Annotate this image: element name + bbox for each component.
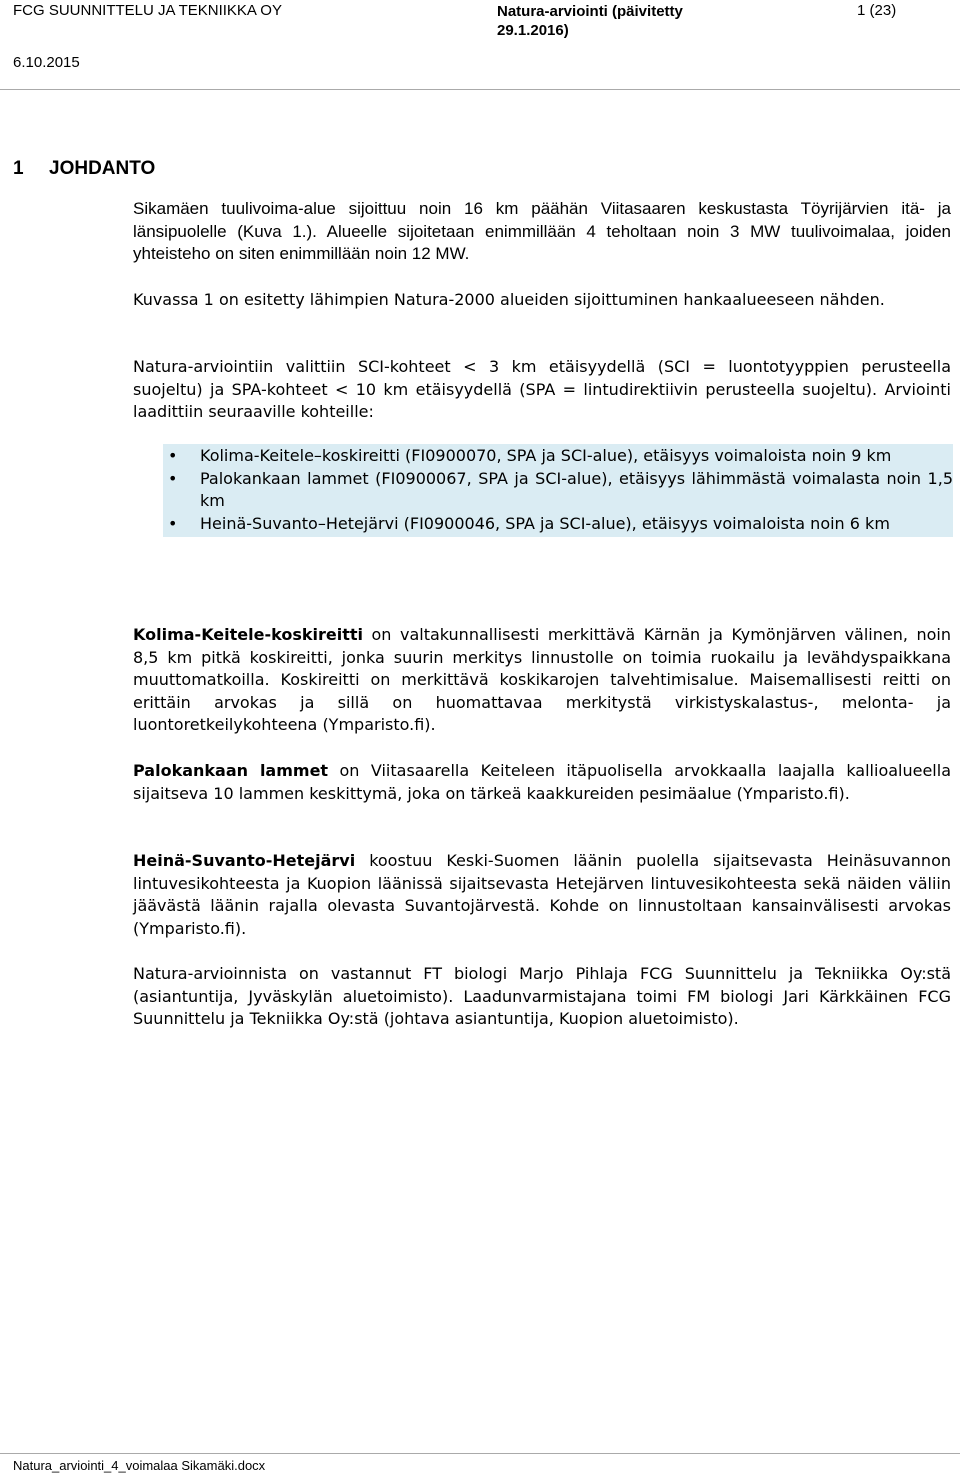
kolima-description: on valtakunnallisesti merkittävä Kärnän ja Kymönjärven välinen, noin 8,5 km pitkä koskireitti, jonka suurin merkitys linnustolle on toimia ruokailu ja levähdyspaikkana muuttomatkoilla. Koskireitti on merkittävä koskikarojen talvehtimisalue. Maisemallisesti reitti on erittäin arvokas ja sillä on huomattavaa merkitystä virkistyskalastus-, melonta- ja luontoretkeilykohteena (Ymparisto.fi). (133, 625, 951, 734)
list-item (163, 513, 953, 536)
header-divider (0, 89, 960, 90)
document-title: Natura-arviointi (päivitetty 29.1.2016) (497, 3, 683, 39)
heina-paragraph (133, 850, 951, 940)
list-item (163, 468, 953, 513)
selection-paragraph: Natura-arviointiin valittiin SCI-kohteet < 3 km etäisyydellä (SCI = luontotyyppien perusteella suojeltu) ja SPA-kohteet < 10 km etäisyydellä (SPA = lintudirektiivin perusteella suojeltu). Arviointi laadittiin seuraaville kohteille: (133, 357, 951, 421)
palokankaan-paragraph (133, 760, 951, 805)
company-name: FCG SUUNNITTELU JA TEKNIIKKA OY (13, 2, 282, 19)
section-number: 1 (13, 158, 24, 179)
palokankaan-description: on Viitasaarella Keiteleen itäpuolisella arvokkaalla laajalla kallioalueella sijaitseva 10 lammen keskittymä, joka on tärkeä kaakkureiden pesimäalue (Ymparisto.fi). (133, 761, 952, 803)
figure-reference-paragraph: Kuvassa 1 on esitetty lähimpien Natura-2000 alueiden sijoittuminen hankaalueeseen nähden. (133, 290, 885, 309)
bullet-icon: • (168, 446, 178, 465)
heina-description: koostuu Keski-Suomen läänin puolella sijaitsevasta Heinäsuvannon lintuvesikohteesta ja Kuopion läänissä sijaitsevasta Hetejärven lintuvesikohteesta sekä näiden väliin jäävästä läänin rajalla olevasta Suvantojärvestä. Kohde on linnustoltaan kansainvälisesti arvokas (Ymparisto.fi). (133, 851, 951, 938)
kolima-term: Kolima-Keitele-koskireitti (133, 625, 363, 644)
page-number: 1 (23) (857, 2, 897, 19)
heina-term: Heinä-Suvanto-Hetejärvi (133, 851, 356, 870)
list-item-text: Palokankaan lammet (FI0900067, SPA ja SCI-alue), etäisyys lähimmästä voimalasta noin 1,5 km (200, 468, 953, 510)
list-item (163, 445, 953, 468)
intro-paragraph: Sikamäen tuulivoima-alue sijoittuu noin 16 km päähän Viitasaaren keskustasta Töyrijärvien itä- ja länsipuolelle (Kuva 1.). Alueelle sijoitetaan enimmillään 4 teholtaan noin 3 MW tuulivoimalaa, joiden yhteisteho on siten enimmillään noin 12 MW. (133, 199, 951, 263)
bullet-icon: • (168, 513, 178, 533)
list-item-text: Kolima-Keitele–koskireitti (FI0900070, SPA ja SCI-alue), etäisyys voimaloista noin 9 km (200, 446, 892, 465)
section-heading (13, 158, 155, 180)
list-item-text: Heinä-Suvanto–Hetejärvi (FI0900046, SPA ja SCI-alue), etäisyys voimaloista noin 6 km (200, 513, 890, 533)
authors-paragraph: Natura-arvioinnista on vastannut FT biologi Marjo Pihlaja FCG Suunnittelu ja Tekniikka Oy:stä (asiantuntija, Jyväskylän aluetoimisto). Laadunvarmistajana toimi FM biologi Jari Kärkkäinen FCG Suunnittelu ja Tekniikka Oy:stä (johtava asiantuntija, Kuopion aluetoimisto). (133, 964, 951, 1028)
page-footer (13, 1458, 265, 1473)
section-title: JOHDANTO (49, 158, 156, 179)
footer-divider (0, 1453, 960, 1454)
palokankaan-term: Palokankaan lammet (133, 761, 329, 780)
document-date: 6.10.2015 (13, 54, 80, 71)
kolima-paragraph (133, 624, 951, 737)
footer-filename: Natura_arviointi_4_voimalaa Sikamäki.docx (13, 1458, 266, 1473)
site-list (163, 444, 953, 537)
bullet-icon: • (168, 468, 178, 488)
